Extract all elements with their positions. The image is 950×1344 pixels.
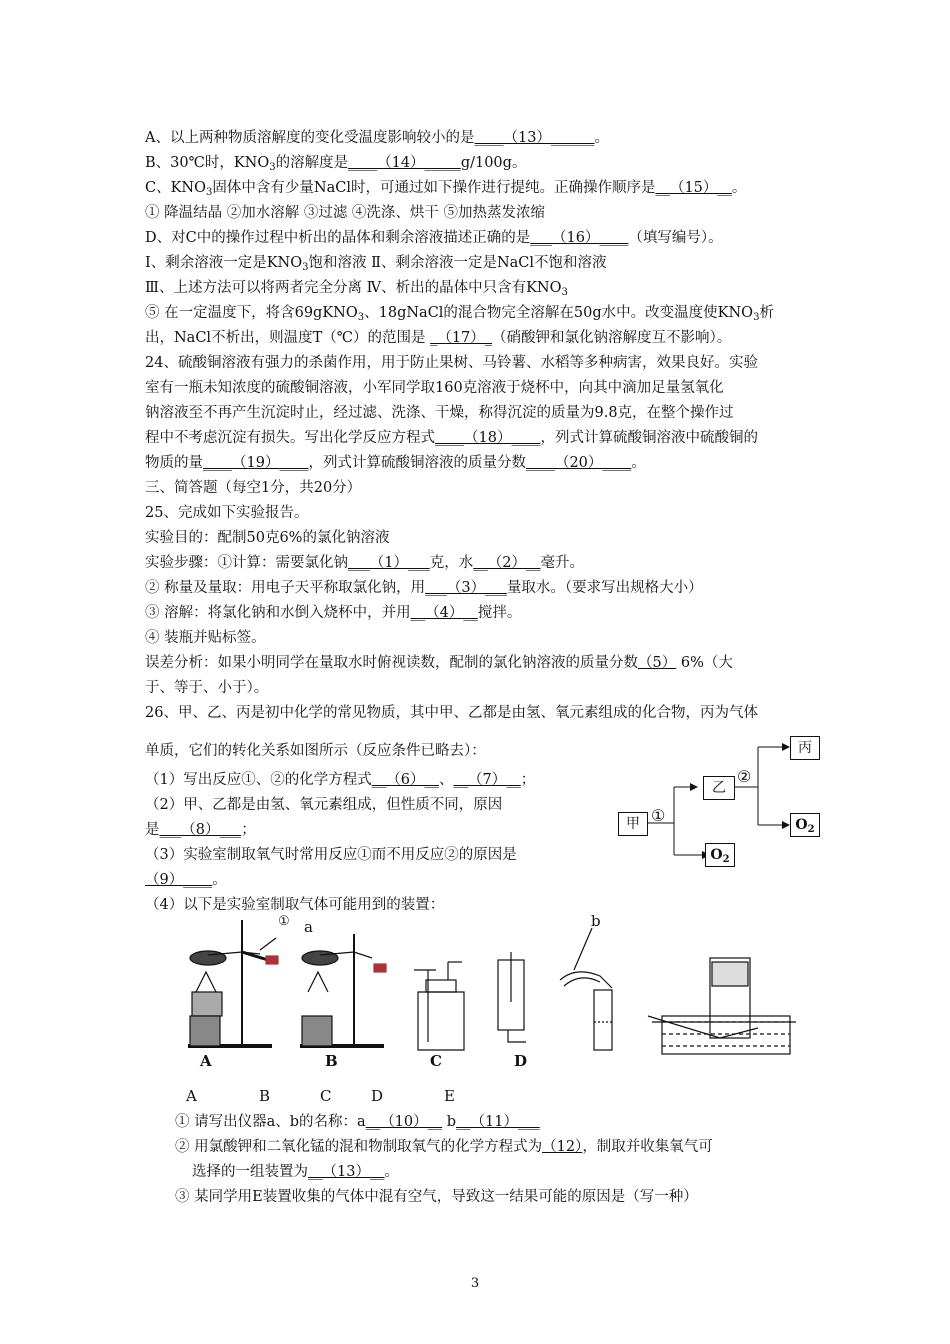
q26-4-2b: 选择的一组装置为__（13）__。 — [192, 1164, 399, 1180]
q25-error2: 于、等于、小于）。 — [145, 680, 269, 696]
q25-step3: ③ 溶解：将氯化钠和水倒入烧杯中，并用__（4）__搅拌。 — [145, 605, 522, 621]
reaction-2-marker: ② — [737, 767, 752, 786]
section-three-heading: 三、简答题（每空1分，共20分） — [145, 480, 362, 496]
row-label-b: B — [259, 1087, 271, 1105]
apparatus-illustration — [180, 910, 820, 1060]
q24-line1: 24、硫酸铜溶液有强力的杀菌作用，用于防止果树、马铃薯、水稻等多种病害，效果良好。实验 — [145, 355, 758, 371]
q24-line4: 程中不考虑沉淀有损失。写出化学反应方程式____（18）____，列式计算硫酸铜溶液中硫酸铜的 — [145, 430, 758, 446]
choice-3-4: Ⅲ、上述方法可以将两者完全分离 Ⅳ、析出的晶体中只含有$KNO_3$ — [145, 280, 568, 298]
q26-4-2a: ② 用氯酸钾和二氧化锰的混和物制取氧气的化学方程式为（12），制取并收集氧气可 — [175, 1139, 713, 1155]
q26-part2a: （2）甲、乙都是由氢、氧元素组成，但性质不同，原因 — [145, 797, 503, 813]
q26-4-1: ① 请写出仪器a、b的名称：a__（10）__ b__（11）___ — [175, 1114, 540, 1130]
apparatus-label-d: D — [514, 1052, 528, 1070]
q24-line3: 钠溶液至不再产生沉淀时止，经过滤、洗涤、干燥，称得沉淀的质量为9.8克，在整个操作过 — [145, 405, 734, 421]
q26-part3b: （9）____。 — [145, 872, 227, 888]
line-17a: ⑤ 在一定温度下，将含69gKNO$_3$、18gNaCl的混合物完全溶解在50g水中。改变温度使$KNO_3$析 — [145, 305, 774, 323]
choice-1-2: Ⅰ、剩余溶液一定是$KNO_3$饱和溶液 Ⅱ、剩余溶液一定是NaCl不饱和溶液 — [145, 255, 607, 273]
q26-part2b: 是___（8）___； — [145, 822, 256, 838]
line-16: D、对C中的操作过程中析出的晶体和剩余溶液描述正确的是___（16）____（填写编号）。 — [145, 230, 723, 246]
line-14: B、30℃时，$KNO_3$的溶解度是____（14）_____g/100g。 — [145, 155, 527, 173]
line-13: A、以上两种物质溶解度的变化受温度影响较小的是____（13）______。 — [145, 130, 609, 146]
node-bing: 丙 — [790, 736, 820, 760]
q26-line2: 单质，它们的转化关系如图所示（反应条件已略去）： — [145, 743, 486, 759]
row-label-e: E — [444, 1087, 455, 1105]
q25-purpose: 实验目的：配制50克6%的氯化钠溶液 — [145, 530, 390, 546]
apparatus-label-c: C — [430, 1052, 442, 1070]
q26-4-3: ③ 某同学用E装置收集的气体中混有空气，导致这一结果可能的原因是（写一种） — [175, 1189, 698, 1205]
row-label-d: D — [371, 1087, 384, 1105]
q25-error1: 误差分析：如果小明同学在量取水时俯视读数，配制的氯化钠溶液的质量分数（5） 6%（大 — [145, 655, 733, 671]
q25-step2: ② 称量及量取：用电子天平称取氯化钠，用___（3）___量取水。（要求写出规格大小） — [145, 580, 703, 596]
options-line: ① 降温结晶 ②加水溶解 ③过滤 ④洗涤、烘干 ⑤加热蒸发浓缩 — [145, 205, 546, 221]
q25-step1: 实验步骤：①计算：需要氯化钠___（1）___克，水__（2）__毫升。 — [145, 555, 584, 571]
q24-line2: 室有一瓶未知浓度的硫酸铜溶液，小军同学取160克溶液于烧杯中，向其中滴加足量氢氧化 — [145, 380, 724, 396]
q24-line5: 物质的量____（19）____，列式计算硫酸铜溶液的质量分数____（20）____。 — [145, 455, 646, 471]
row-label-c: C — [320, 1087, 332, 1105]
line-17b: 出，NaCl不析出，则温度T（℃）的范围是 _（17）_（硝酸钾和氯化钠溶解度互不影响）。 — [145, 330, 732, 346]
q26-part1: （1）写出反应①、②的化学方程式__（6）__、__（7）__； — [145, 772, 536, 788]
q26-part4: （4）以下是实验室制取气体可能用到的装置： — [145, 897, 445, 913]
node-yi: 乙 — [703, 776, 735, 800]
apparatus-label-b: B — [325, 1052, 338, 1070]
label-circle-1: ① — [278, 914, 290, 929]
node-jia: 甲 — [618, 812, 648, 836]
q26-line1: 26、甲、乙、丙是初中化学的常见物质，其中甲、乙都是由氢、氧元素组成的化合物，丙为气体 — [145, 705, 758, 721]
q25-step4: ④ 装瓶并贴标签。 — [145, 630, 266, 646]
node-o2-right: $O_2$ — [790, 813, 820, 837]
reaction-1-marker: ① — [651, 806, 666, 825]
q25-title: 25、完成如下实验报告。 — [145, 505, 309, 521]
row-label-a: A — [186, 1087, 197, 1105]
line-15: C、$KNO_3$固体中含有少量NaCl时，可通过如下操作进行提纯。正确操作顺序是__（15）__。 — [145, 180, 747, 198]
label-b: b — [591, 912, 601, 930]
page-number: 3 — [470, 1276, 480, 1291]
q26-part3a: （3）实验室制取氧气时常用反应①而不用反应②的原因是 — [145, 847, 517, 863]
apparatus-label-a: A — [200, 1052, 212, 1070]
node-o2-bottom: $O_2$ — [705, 843, 735, 867]
label-a: a — [304, 918, 313, 936]
